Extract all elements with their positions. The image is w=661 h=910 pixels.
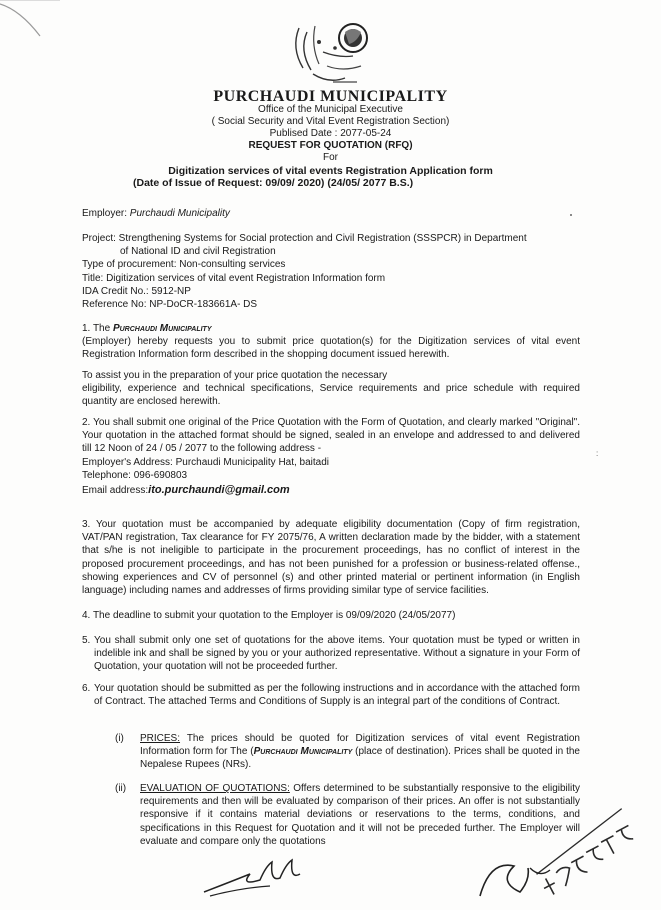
assist-paragraph xyxy=(82,369,580,409)
municipality-emblem-logo xyxy=(283,18,375,92)
employer-label: Employer: xyxy=(82,208,130,219)
section-5-num: 5. xyxy=(82,635,91,646)
reference-no: Reference No: NP-DoCR-183661A- DS xyxy=(82,298,258,310)
rfq-subject: Digitization services of vital events Registration Application form xyxy=(168,165,493,177)
email-label: Email address: xyxy=(82,484,149,496)
municipality-name: PURCHAUDI MUNICIPALITY xyxy=(213,88,448,105)
project-block xyxy=(82,232,580,311)
project-title: Title: Digitization services of vital event Registration Information form xyxy=(82,272,386,284)
published-date: Publised Date : 2077-05-24 xyxy=(269,128,392,139)
section-5 xyxy=(82,634,580,674)
scan-edge-mark xyxy=(0,0,60,40)
section-4: 4. The deadline to submit your quotation to the Employer is 09/09/2020 (24/05/2077) xyxy=(82,610,456,621)
section-6-num: 6. xyxy=(82,683,91,694)
employer-address: Employer's Address: Purchaudi Municipality Hat, baitadi xyxy=(82,456,330,468)
rfq-title: REQUEST FOR QUOTATION (RFQ) xyxy=(248,140,413,151)
employer-line xyxy=(82,207,580,220)
section-2 xyxy=(82,416,580,497)
scan-colon-mark: : xyxy=(596,449,599,458)
issue-date: (Date of Issue of Request: 09/09/ 2020) (24/05/ 2077 B.S.) xyxy=(133,177,414,189)
municipality-smallcaps: Purchaudi Municipality xyxy=(112,323,212,334)
section-6 xyxy=(82,682,580,708)
assist-line-1: To assist you in the preparation of your price quotation the necessary xyxy=(82,370,388,381)
assist-line-2: eligibility, experience and technical specifications, Service requirements and price schedule with required quantity are enclosed herewith. xyxy=(82,383,580,408)
subitem-evaluation: (ii) EVALUATION OF QUOTATIONS: Offers determined to be substantially responsive to the eligibility requirements and then will be evaluated by comparison of their prices. An offer is not substantially responsive if it contains material deviations or reservations to the terms, conditions, and specifications in this Request for Quotation and it will not be preceded further. The Employer will evaluate and compare only the quotations xyxy=(115,783,581,847)
section-1-text: (Employer) hereby requests you to submit price quotation(s) for the Digitization services of vital event Registration Information form described in the shopping document issued herewith. xyxy=(82,336,580,361)
subitem-prices-num: (i) xyxy=(115,733,124,744)
evaluation-heading: EVALUATION OF QUOTATIONS: xyxy=(140,783,290,794)
prices-heading: PRICES: xyxy=(140,733,181,744)
project-line-cont: of National ID and civil Registration xyxy=(120,246,276,258)
email-line xyxy=(82,483,580,498)
employer-name: Purchaudi Municipality xyxy=(129,208,230,219)
section-3: 3. Your quotation must be accompanied by adequate eligibility documentation (Copy of firm registration, VAT/PAN registration, Tax clearance for FY 2075/76, A written declaration made by the bidder, with a statement that s/he is not ineligible to participate in the procurement proceedings, has no conflict of interest in the proposed procurement proceedings, and has not been punished for a profession or business-related offense., showing experiences and CV of personnel (s) and other printed material or pertinent information (in English language) including names and addresses of firms providing similar type of service facilities. xyxy=(82,519,580,596)
section-5-text: You shall submit only one set of quotations for the above items. Your quotation must be typed or written in indelible ink and shall be signed by you or your authorized representative. Without a signature in your Form of Quotation, your quotation will not be proceeded further. xyxy=(94,635,580,673)
email-address: ito.purchaundi@gmail.com xyxy=(148,483,290,496)
ida-credit: IDA Credit No.: 5912-NP xyxy=(82,285,191,297)
official-stamp-signature xyxy=(470,808,650,908)
for-line: For xyxy=(323,152,338,163)
section-2-text: 2. You shall submit one original of the Price Quotation with the Form of Quotation, and clearly marked "Original". Your quotation in the attached format should be signed, sealed in an envelope and addressed to and delivered till 12 Noon of 24 / 05 / 2077 to the following address - xyxy=(82,417,580,455)
telephone: Telephone: 096-690803 xyxy=(82,469,188,481)
section-1: 1. The Purchaudi Municipality (Employer) hereby requests you to submit price quotation(s) for the Digitization services of vital event Registration Information form described in the shopping document issued herewith. xyxy=(82,323,580,361)
subitem-prices: (i) PRICES: The prices should be quoted for Digitization services of vital event Registration Information form for The (Purchaudi Municipality (place of destination). Prices shall be quoted in the Nepalese Rupees (NRs). xyxy=(115,733,580,771)
municipality-smallcaps: Purchaudi Municipality xyxy=(253,746,353,758)
subitem-evaluation-num: (ii) xyxy=(115,783,127,794)
office-line: Office of the Municipal Executive xyxy=(258,104,403,115)
procurement-type: Type of procurement: Non-consulting services xyxy=(82,259,286,271)
project-line: Project: Strengthening Systems for Social protection and Civil Registration (SSSPCR) in Department xyxy=(82,233,527,244)
section-6-text: Your quotation should be submitted as per the following instructions and in accordance with the attached form of Contract. The attached Terms and Conditions of Supply is an integral part of the conditions of Contract. xyxy=(94,683,580,708)
scan-dot xyxy=(570,214,572,216)
handwritten-signature xyxy=(200,852,310,900)
section-line: ( Social Security and Vital Event Registration Section) xyxy=(211,116,450,127)
